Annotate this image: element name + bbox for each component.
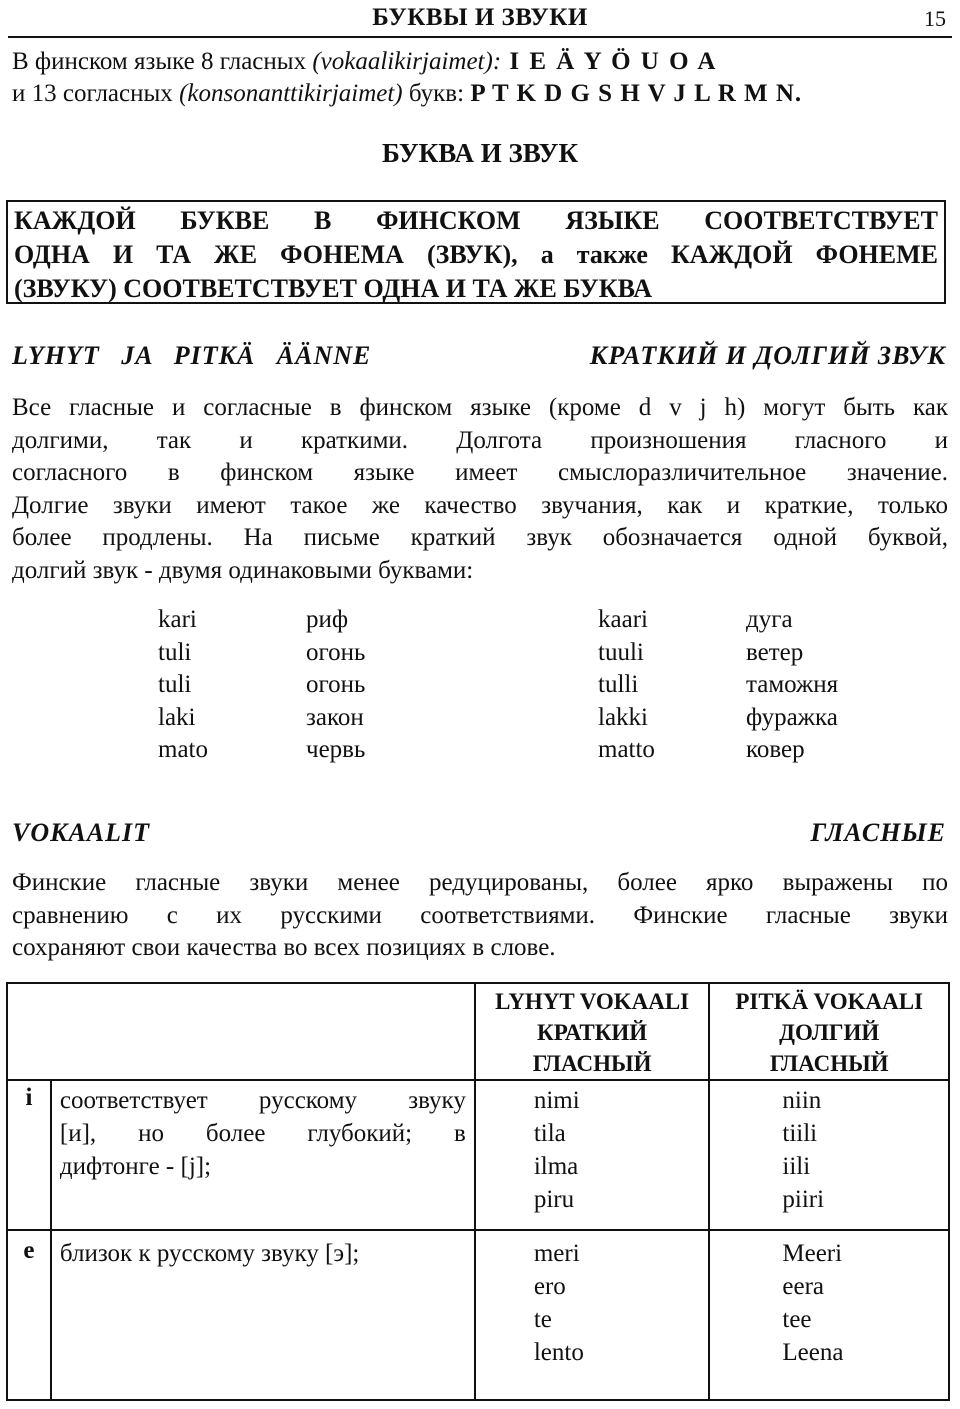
page-number: 15 (924, 6, 946, 31)
heading-vowels-fi: VOKAALIT (12, 818, 151, 847)
heading-vowels-ru: ГЛАСНЫЕ (810, 818, 946, 847)
word-pair-row: tuli огонь tulli таможня (158, 671, 839, 698)
section-title: БУКВА И ЗВУК (381, 138, 579, 168)
vowel-table (6, 982, 950, 1401)
word-pair-row: mato червь matto ковер (158, 736, 805, 763)
short-examples: meri ero te lento (475, 1230, 710, 1400)
long-examples: niin tiili iili piiri (709, 1080, 949, 1230)
word-pair-row: kari риф kaari дуга (158, 606, 793, 633)
table-row (7, 1230, 949, 1400)
vowels-paragraph: Финские гласные звуки менее редуцированы, более ярко выражены по сравнению с их русскими соответствиями. Финские гласные звуки сохраняют свои качества во всех позициях в слове. (12, 869, 948, 961)
vowel-description: близок к русскому звуку [э]; (51, 1230, 475, 1400)
short-long-paragraph: Все гласные и согласные в финском языке (кроме d v j h) могут быть как долгими, так и краткими. Долгота произношения гласного и согласного в финском языке имеет смыслоразличительное значение. Долгие звуки имеют такое же качество звучания, как и краткие, только более продлены. На письме краткий звук обозначается одной буквой, долгий звук - двумя одинаковыми буквами: (12, 394, 948, 584)
header-long-vowel: PITKÄ VOKAALI ДОЛГИЙ ГЛАСНЫЙ (709, 983, 949, 1080)
short-examples: nimi tila ilma piru (475, 1080, 710, 1230)
rule-line-1: КАЖДОЙ БУКВЕ В ФИНСКОМ ЯЗЫКЕ СООТВЕТСТВУЕТ (14, 206, 938, 235)
running-head: БУКВЫ И ЗВУКИ (372, 4, 588, 31)
header-short-vowel: LYHYT VOKAALI КРАТКИЙ ГЛАСНЫЙ (475, 983, 710, 1080)
header-rule (8, 36, 952, 38)
vowel-table-header (7, 983, 949, 1080)
rule-line-3: (ЗВУКУ) СООТВЕТСТВУЕТ ОДНА И ТА ЖЕ БУКВА (14, 274, 653, 303)
word-pair-row: tuli огонь tuuli ветер (158, 638, 804, 666)
intro-line-1: В финском языке 8 гласных (vokaalikirjaimet): I E Ä Y Ö U O A (12, 48, 718, 75)
word-pair-row: laki закон lakki фуражка (158, 703, 838, 731)
rule-box (6, 200, 946, 304)
heading-short-long-ru: КРАТКИЙ И ДОЛГИЙ ЗВУК (589, 341, 946, 370)
intro-line-2: и 13 согласных (konsonanttikirjaimet) букв: P T K D G S H V J L R M N. (12, 80, 803, 107)
vowel-letter: e (7, 1230, 51, 1400)
heading-short-long-fi: LYHYT JA PITKÄ ÄÄNNE (12, 341, 372, 370)
rule-line-2: ОДНА И ТА ЖЕ ФОНЕМА (ЗВУК), а также КАЖДОЙ ФОНЕМЕ (14, 240, 938, 269)
long-examples: Meeri eera tee Leena (709, 1230, 949, 1400)
word-pairs (0, 604, 960, 767)
table-row (7, 1080, 949, 1230)
vowel-letter: i (7, 1080, 51, 1230)
vowel-description: соответствует русскому звуку [и], но более глубокий; в дифтонге - [j]; (51, 1080, 475, 1230)
